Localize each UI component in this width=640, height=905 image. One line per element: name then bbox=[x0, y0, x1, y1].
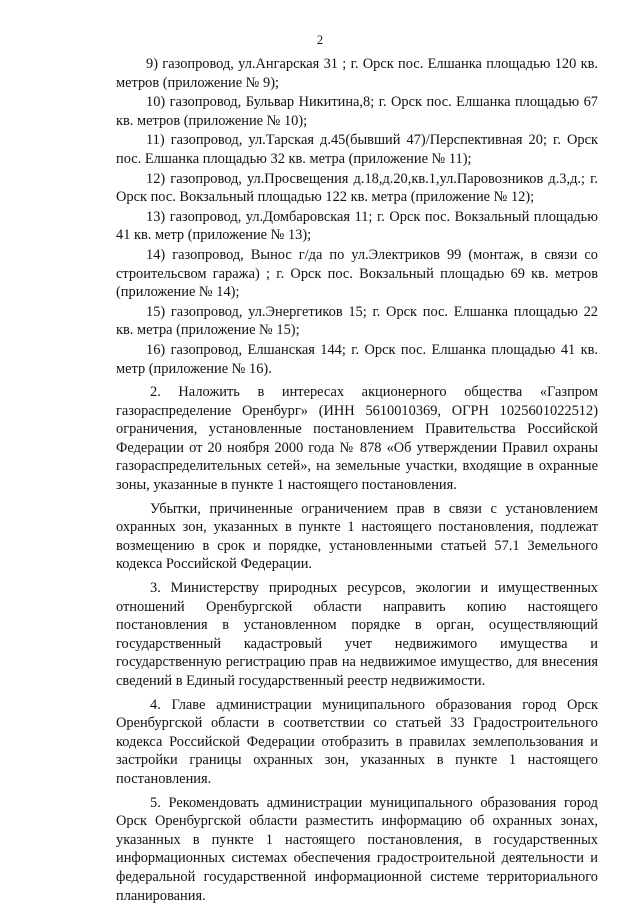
list-item-12: 12) газопровод, ул.Просвещения д.18,д.20,кв.1,ул.Паровозников д.3,д.; г. Орск пос. Вокзальный площадью 122 кв. метра (приложение № 12); bbox=[116, 170, 598, 206]
paragraph-5-recommendation: 5. Рекомендовать администрации муниципального образования город Орск Оренбургской области разместить информацию об охранных зонах, указанных в пункте 1 настоящего постановления, в государственных информационных системах обеспечения градостроительной деятельности и федеральной государственной информационной системе территориального планирования. bbox=[116, 794, 598, 904]
paragraph-3-ministry: 3. Министерству природных ресурсов, экологии и имущественных отношений Оренбургской области направить копию настоящего постановления в установленном порядке в орган, осуществляющий государственный кадастровый учет недвижимого имущества и государственную регистрацию прав на недвижимое имущество, для внесения сведений в Единый государственный реестр недвижимости. bbox=[116, 580, 598, 689]
list-item-11: 11) газопровод, ул.Тарская д.45(бывший 47)/Перспективная 20; г. Орск пос. Елшанка площадью 32 кв. метра (приложение № 11); bbox=[116, 132, 598, 167]
list-item-15: 15) газопровод, ул.Энергетиков 15; г. Орск пос. Елшанка площадью 22 кв. метра (приложение № 15); bbox=[116, 303, 598, 339]
list-item-13: 13) газопровод, ул.Домбаровская 11; г. Орск пос. Вокзальный площадью 41 кв. метр (приложение № 13); bbox=[116, 208, 598, 244]
list-item-10: 10) газопровод, Бульвар Никитина,8; г. Орск пос. Елшанка площадью 67 кв. метров (приложение № 10); bbox=[116, 94, 598, 129]
page-number: 2 bbox=[316, 33, 324, 47]
document-body bbox=[116, 55, 598, 905]
paragraph-2-restrictions: 2. Наложить в интересах акционерного общества «Газпром газораспределение Оренбург» (ИНН 5610010369, ОГРН 1025601022512) ограничения, установленные постановлением Правительства Российской Федерации от 20 ноября 2000 года № 878 «Об утверждении Правил охраны газораспределительных сетей», на земельные участки, входящие в охранные зоны, указанные в пункте 1 настоящего постановления. bbox=[116, 384, 598, 494]
paragraph-4-head-of-administration: 4. Главе администрации муниципального образования город Орск Оренбургской области в соответствии со статьей 33 Градостроительного кодекса Российской Федерации отобразить в правилах землепользования и застройки границы охранных зон, указанных в пункте 1 настоящего постановления. bbox=[116, 696, 598, 787]
paragraph-2-losses: Убытки, причиненные ограничением прав в связи с установлением охранных зон, указанных в пункте 1 настоящего постановления, подлежат возмещению в срок и порядке, установленными статьей 57.1 Земельного кодекса Российской Федерации. bbox=[116, 500, 598, 573]
list-item-14: 14) газопровод, Вынос г/да по ул.Электриков 99 (монтаж, в связи со строительсвом гаража) ; г. Орск пос. Вокзальный площадью 69 кв. метров (приложение № 14); bbox=[116, 246, 598, 301]
list-item-9: 9) газопровод, ул.Ангарская 31 ; г. Орск пос. Елшанка площадью 120 кв. метров (приложение № 9); bbox=[116, 56, 598, 91]
list-item-16: 16) газопровод, Елшанская 144; г. Орск пос. Елшанка площадью 41 кв. метр (приложение № 16). bbox=[116, 341, 598, 377]
